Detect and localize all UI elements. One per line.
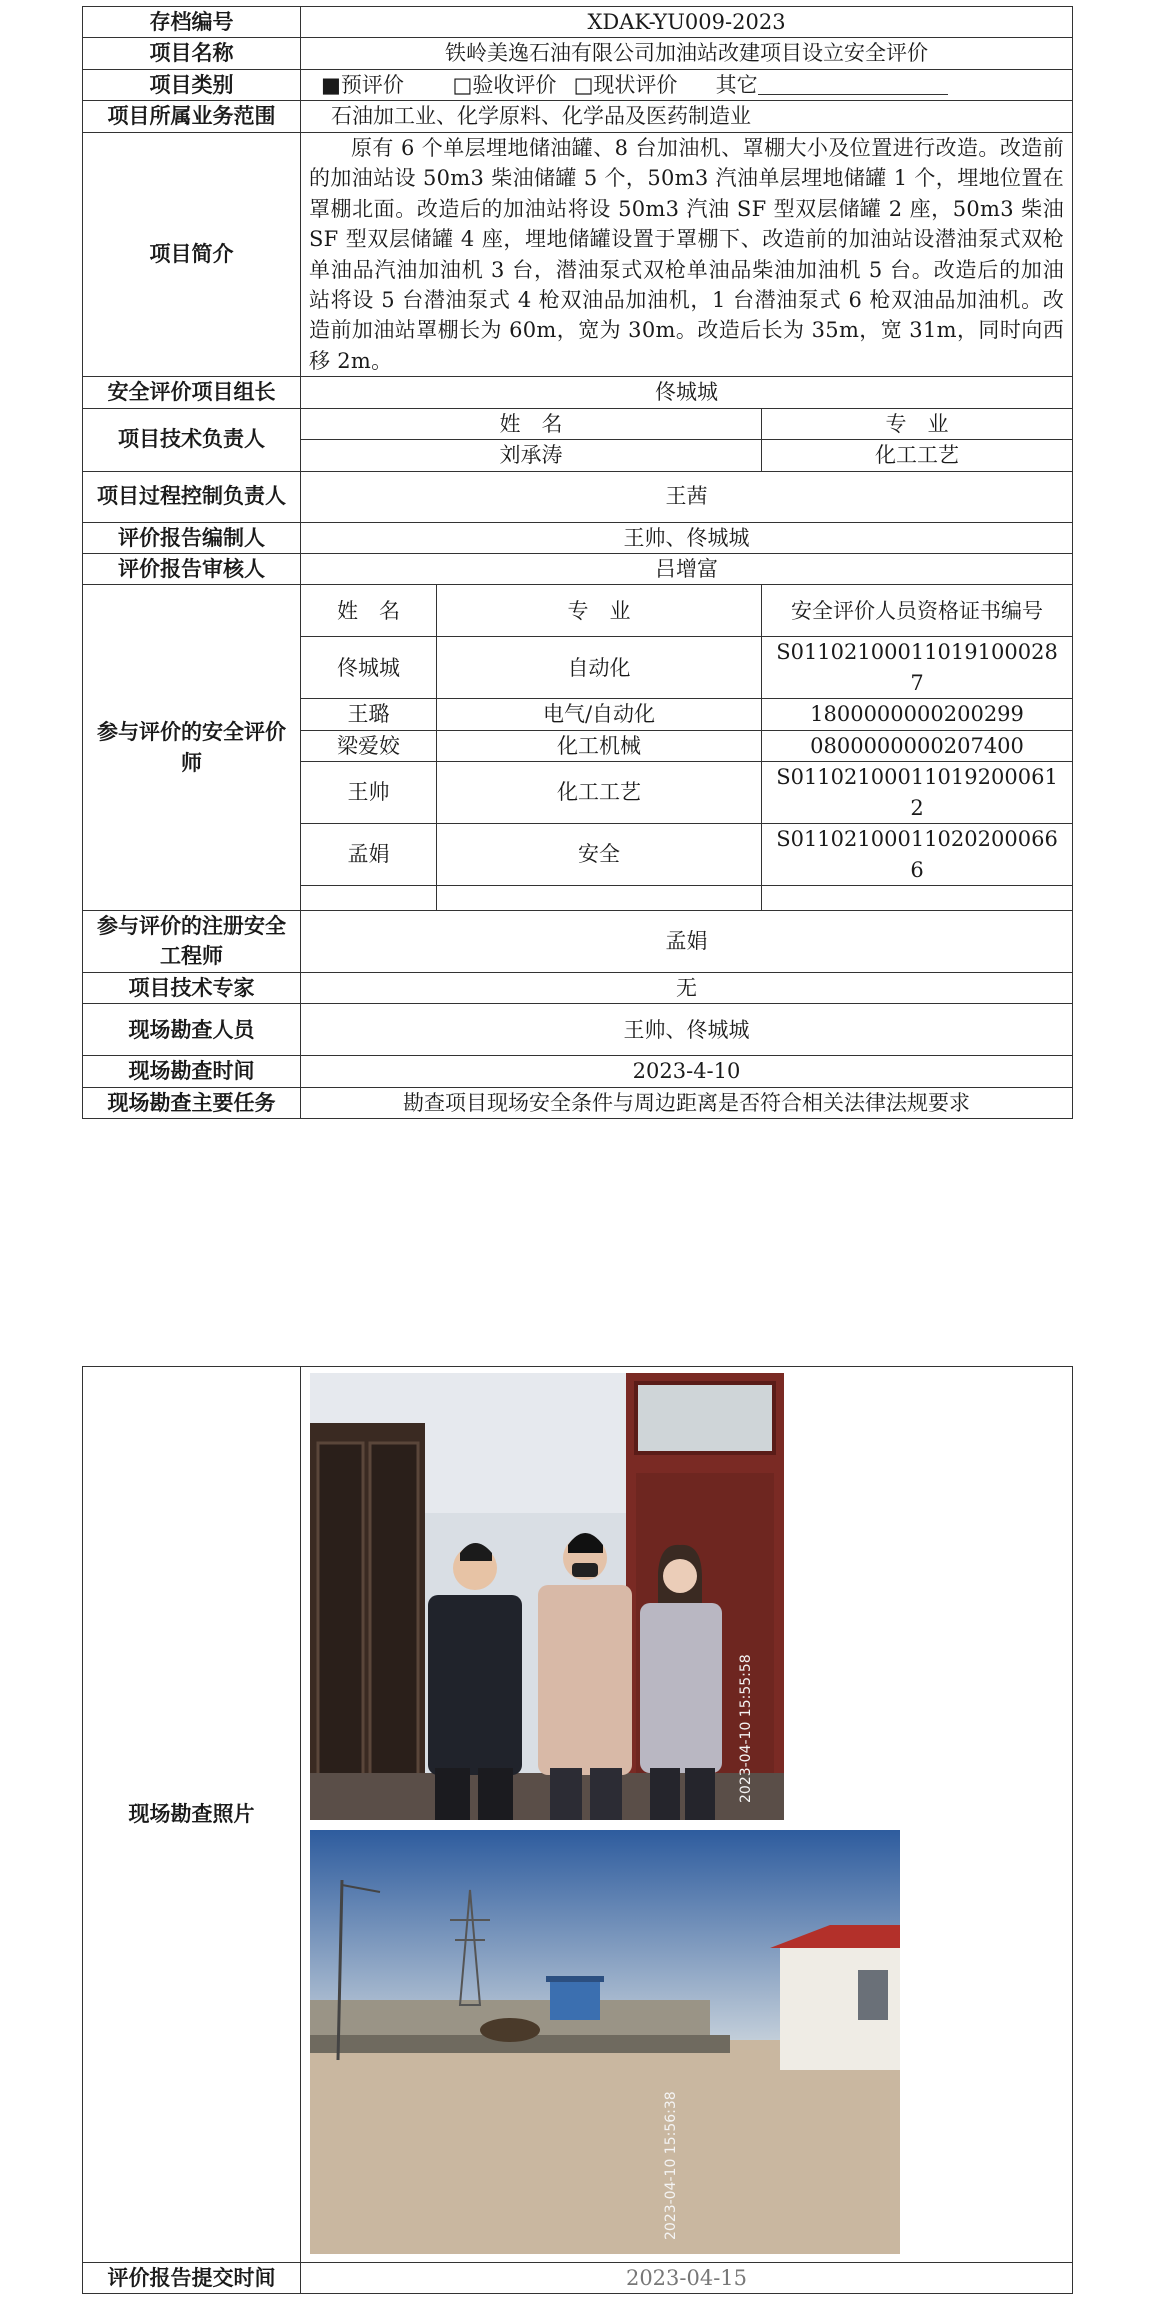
evaluators-cert-header: 安全评价人员资格证书编号 xyxy=(762,585,1073,637)
intro-label: 项目简介 xyxy=(83,132,301,377)
report-writer-value: 王帅、佟城城 xyxy=(301,522,1073,553)
survey-photos-label: 现场勘查照片 xyxy=(83,1367,301,2263)
other-blank xyxy=(758,74,948,95)
project-type-label: 项目类别 xyxy=(83,69,301,100)
evaluators-name-header: 姓 名 xyxy=(301,585,437,637)
submit-time-value: 2023-04-15 xyxy=(301,2263,1073,2294)
survey-staff-label: 现场勘查人员 xyxy=(83,1004,301,1056)
archive-label: 存档编号 xyxy=(83,7,301,38)
business-scope-value: 石油加工业、化学原料、化学品及医药制造业 xyxy=(301,101,1073,132)
business-scope-label: 项目所属业务范围 xyxy=(83,101,301,132)
evaluator-cert: S011021000110191000287 xyxy=(762,637,1073,699)
evaluator-name: 梁爱姣 xyxy=(301,730,437,761)
report-reviewer-value: 吕增富 xyxy=(301,554,1073,585)
project-name-label: 项目名称 xyxy=(83,38,301,69)
evaluator-empty-cell xyxy=(301,885,437,910)
evaluator-cert: 1800000000200299 xyxy=(762,699,1073,730)
project-name-value: 铁岭美逸石油有限公司加油站改建项目设立安全评价 xyxy=(301,38,1073,69)
evaluator-name: 王璐 xyxy=(301,699,437,730)
registered-engineer-value: 孟娟 xyxy=(301,910,1073,972)
checkbox-acceptance-eval[interactable]: □验收评价 xyxy=(452,72,557,97)
info-table xyxy=(82,6,1073,1119)
evaluator-name: 佟城城 xyxy=(301,637,437,699)
process-control-value: 王茜 xyxy=(301,471,1073,522)
project-type-options xyxy=(301,69,1073,100)
evaluator-empty-cell xyxy=(762,885,1073,910)
tech-lead-major: 化工工艺 xyxy=(762,440,1073,471)
evaluator-major: 电气/自动化 xyxy=(437,699,762,730)
team-leader-label: 安全评价项目组长 xyxy=(83,377,301,408)
tech-lead-name: 刘承涛 xyxy=(301,440,762,471)
tech-expert-label: 项目技术专家 xyxy=(83,972,301,1003)
tech-lead-label: 项目技术负责人 xyxy=(83,408,301,471)
submit-time-label: 评价报告提交时间 xyxy=(83,2263,301,2294)
registered-engineer-label: 参与评价的注册安全工程师 xyxy=(83,910,301,972)
checkbox-status-eval[interactable]: □现状评价 xyxy=(573,72,678,97)
tech-expert-value: 无 xyxy=(301,972,1073,1003)
evaluator-name: 孟娟 xyxy=(301,824,437,886)
evaluator-major: 化工工艺 xyxy=(437,762,762,824)
checkbox-pre-eval[interactable]: ■预评价 xyxy=(321,72,404,97)
photo-timestamp-2: 2023-04-10 15:56:38 xyxy=(663,2091,679,2240)
evaluator-major: 安全 xyxy=(437,824,762,886)
evaluator-major: 化工机械 xyxy=(437,730,762,761)
team-leader-value: 佟城城 xyxy=(301,377,1073,408)
tech-lead-name-header: 姓 名 xyxy=(301,408,762,439)
evaluators-major-header: 专 业 xyxy=(437,585,762,637)
photo-timestamp-1: 2023-04-10 15:55:58 xyxy=(738,1654,754,1803)
survey-time-value: 2023-4-10 xyxy=(301,1056,1073,1087)
evaluator-major: 自动化 xyxy=(437,637,762,699)
survey-task-label: 现场勘查主要任务 xyxy=(83,1087,301,1118)
survey-task-value: 勘查项目现场安全条件与周边距离是否符合相关法律法规要求 xyxy=(301,1087,1073,1118)
process-control-label: 项目过程控制负责人 xyxy=(83,471,301,522)
tech-lead-major-header: 专 业 xyxy=(762,408,1073,439)
evaluator-cert: 0800000000207400 xyxy=(762,730,1073,761)
report-reviewer-label: 评价报告审核人 xyxy=(83,554,301,585)
survey-photo-people xyxy=(310,1373,784,1820)
evaluator-cert: S011021000110192000612 xyxy=(762,762,1073,824)
evaluator-empty-cell xyxy=(437,885,762,910)
survey-staff-value: 王帅、佟城城 xyxy=(301,1004,1073,1056)
evaluator-cert: S011021000110202000666 xyxy=(762,824,1073,886)
other-label: 其它 xyxy=(715,72,758,97)
survey-time-label: 现场勘查时间 xyxy=(83,1056,301,1087)
evaluators-label: 参与评价的安全评价师 xyxy=(83,585,301,911)
survey-photo-site xyxy=(310,1830,900,2254)
archive-value: XDAK-YU009-2023 xyxy=(301,7,1073,38)
report-writer-label: 评价报告编制人 xyxy=(83,522,301,553)
intro-value: 原有 6 个单层埋地储油罐、8 台加油机、罩棚大小及位置进行改造。改造前的加油站设 50m3 柴油储罐 5 个，50m3 汽油单层埋地储罐 1 个，埋地位置在罩棚北面。改造后的加油站将设 50m3 汽油 SF 型双层储罐 2 座，50m3 柴油 SF 型双层储罐 4 座，埋地储罐设置于罩棚下、改造前的加油站设潜油泵式双枪单油品汽油加油机 3 台，潜油泵式双枪单油品柴油加油机 5 台。改造后的加油站将设 5 台潜油泵式 4 枪双油品加油机，1 台潜油泵式 6 枪双油品加油机。改造前加油站罩棚长为 60m，宽为 30m。改造后长为 35m，宽 31m，同时向西移 2m。 xyxy=(301,132,1073,377)
evaluator-name: 王帅 xyxy=(301,762,437,824)
